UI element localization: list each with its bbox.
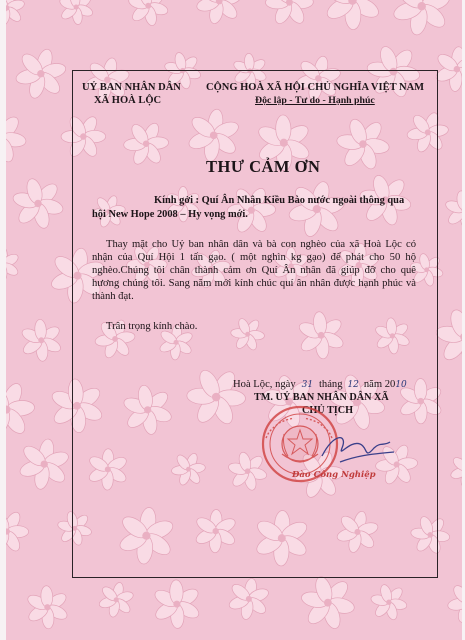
signature-role: CHỦ TỊCH — [302, 405, 354, 416]
national-motto: CỘNG HOÀ XÃ HỘI CHỦ NGHĨA VIỆT NAM — [206, 82, 425, 93]
flower-motif — [323, 0, 381, 30]
flower-motif — [435, 308, 465, 367]
body-line-4: hương chúng tôi. Sang năm mới kính chúc quí ân nhân được hạnh phúc và — [92, 278, 416, 289]
date-year-suffix: 10 — [395, 380, 407, 390]
date-month-label: tháng — [318, 379, 343, 390]
flower-motif — [227, 578, 270, 621]
scan-edge-left — [0, 0, 6, 640]
flower-motif — [18, 438, 71, 491]
flower-motif — [58, 0, 94, 25]
flower-motif — [265, 0, 313, 26]
flower-motif — [195, 0, 243, 25]
signature-org: TM. UỶ BAN NHÂN DÂN XÃ — [254, 392, 389, 403]
greeting-line-2: hội New Hope 2008 – Hy vọng mới. — [92, 209, 248, 220]
flower-motif — [26, 585, 70, 629]
issuer-line-1: UỶ BAN NHÂN DÂN — [82, 82, 181, 93]
body-line-3: nghèo.Chúng tôi chân thành cảm ơn Quí Ân nhân đã giúp đỡ cho quê — [92, 265, 416, 276]
date-line — [233, 378, 407, 392]
flower-motif — [434, 46, 465, 92]
flower-motif — [98, 582, 135, 619]
national-slogan: Độc lập - Tư do - Hạnh phúc — [255, 95, 375, 106]
flower-motif — [20, 319, 63, 362]
handwritten-signature — [322, 438, 394, 462]
flower-motif — [392, 0, 452, 36]
date-month: 12 — [347, 380, 359, 390]
official-seal-and-signature — [252, 392, 417, 500]
date-prefix: Hoà Lộc, ngày — [233, 379, 296, 390]
flower-motif — [15, 47, 68, 100]
body-line-2: nhận của Quí Hội 1 tấn gạo. ( một nghìn kg gạo) để phát cho 50 hộ — [92, 252, 416, 263]
closing-salutation: Trân trọng kính chào. — [106, 321, 198, 332]
body-line-1: Thay mặt cho Uỷ ban nhân dân và bà con nghèo của xã Hoà Lộc có — [106, 239, 416, 250]
date-day: 31 — [301, 380, 314, 390]
flower-motif — [152, 580, 201, 629]
flower-motif — [300, 575, 356, 631]
signer-name-stamp: Đào Công Nghiệp — [292, 470, 376, 480]
issuer-line-2: XÃ HOÀ LỘC — [94, 95, 162, 106]
letter-title: THƯ CẢM ƠN — [206, 157, 321, 176]
greeting-line-1: Kính gởi : Quí Ân Nhân Kiều Bào nước ngoài thông qua — [154, 195, 405, 206]
body-line-5: thành đạt. — [92, 291, 134, 302]
date-year-label: năm 20 — [363, 379, 396, 390]
flower-motif — [370, 583, 408, 621]
flower-motif — [12, 177, 65, 230]
flower-motif — [127, 0, 169, 27]
